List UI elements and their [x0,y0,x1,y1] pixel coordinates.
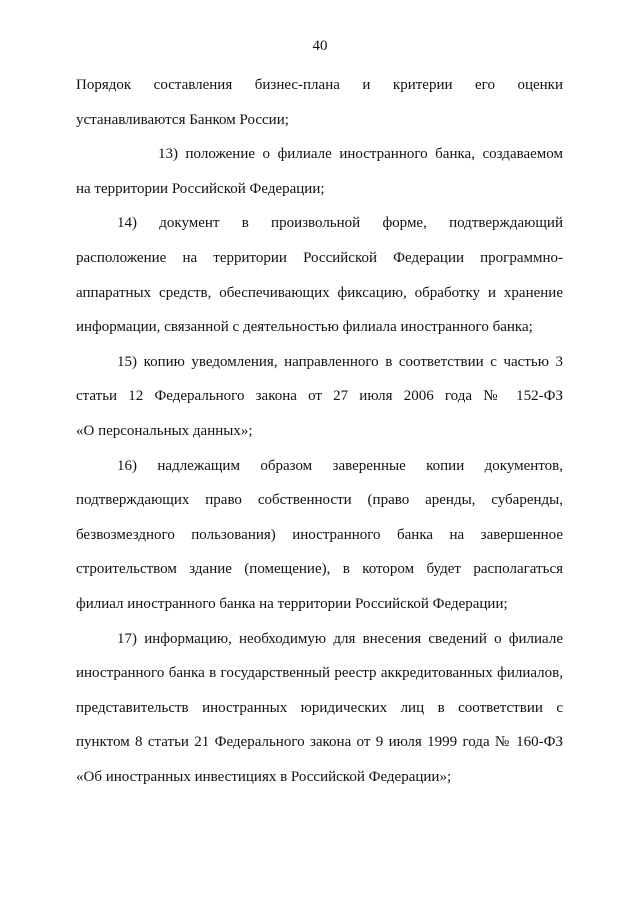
text-line: статьи 12 Федерального закона от 27 июля 2006 года № 152-ФЗ [76,388,563,405]
text-line: 16) надлежащим образом заверенные копии документов, [117,457,563,474]
text-line: строительством здание (помещение), в котором будет располагаться [76,561,563,578]
text-line: 13) положение о филиале иностранного банка, создаваемом [158,146,563,163]
text-line: подтверждающих право собственности (право аренды, субаренды, [76,492,563,509]
text-line: Порядок составления бизнес-плана и критерии его оценки [76,77,563,93]
text-line: 17) информацию, необходимую для внесения сведений о филиале [117,630,563,647]
paragraph-business-plan [76,68,563,137]
text-line: «Об иностранных инвестициях в Российской Федерации»; [76,768,452,785]
text-line: на территории Российской Федерации; [76,180,325,197]
text-line: 14) документ в произвольной форме, подтверждающий [117,215,563,232]
text-line: «О персональных данных»; [76,422,253,439]
text-line: устанавливаются Банком России; [76,111,289,128]
text-line: безвозмездного пользования) иностранного банка на завершенное [76,526,563,543]
text-line: пунктом 8 статьи 21 Федерального закона от 9 июля 1999 года № 160-ФЗ [76,734,563,751]
text-line: информации, связанной с деятельностью филиала иностранного банка; [76,319,533,336]
page-number: 40 [312,38,328,54]
text-line: иностранного банка в государственный реестр аккредитованных филиалов, [76,665,563,682]
text-line: филиал иностранного банка на территории Российской Федерации; [76,595,508,612]
text-line: аппаратных средств, обеспечивающих фиксацию, обработку и хранение [76,284,563,301]
paragraph-item-15 [76,345,563,449]
paragraph-item-14 [76,206,563,344]
paragraph-item-13 [76,137,563,206]
paragraph-item-17 [76,622,563,795]
document-body [76,68,563,794]
text-line: расположение на территории Российской Федерации программно- [76,249,563,266]
text-line: представительств иностранных юридических лиц в соответствии с [76,699,563,716]
paragraph-item-16 [76,449,563,622]
text-line: 15) копию уведомления, направленного в соответствии с частью 3 [117,353,563,370]
